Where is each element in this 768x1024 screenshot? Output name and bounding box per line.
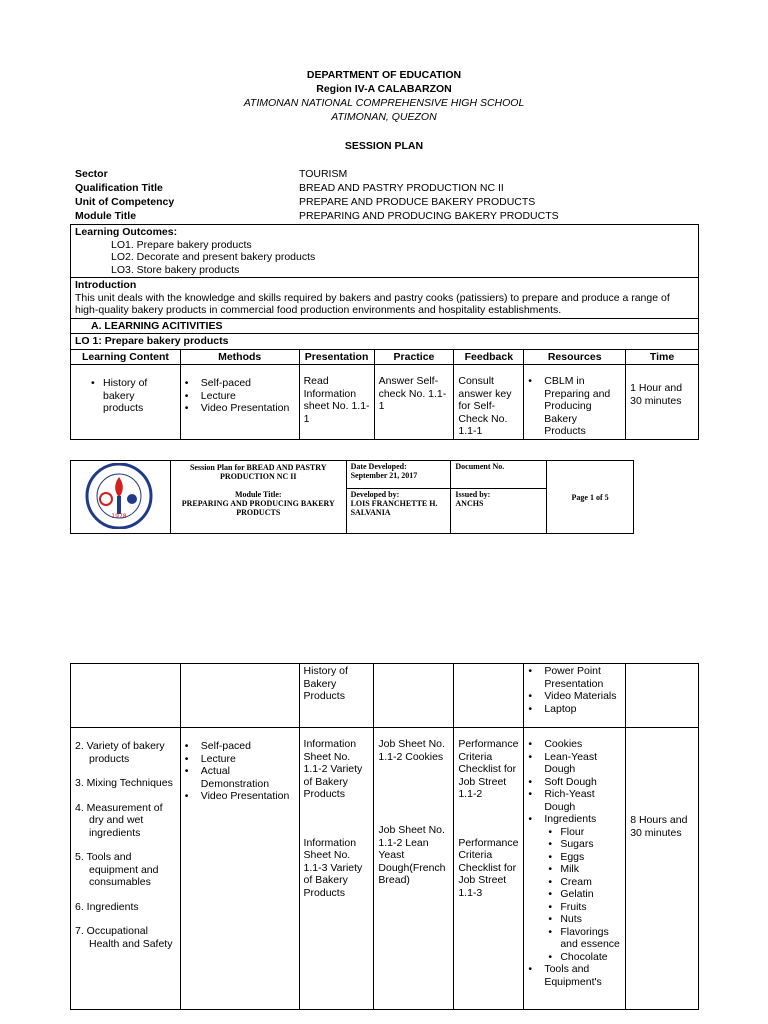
footer-issued-label: Issued by:	[455, 490, 491, 500]
footer-dev-value: LOIS FRANCHETTE H. SALVANIA	[350, 499, 438, 518]
footer-module-value: PREPARING AND PRODUCING BAKERY PRODUCTS	[181, 499, 335, 517]
footer-dev-label: Developed by:	[350, 490, 400, 500]
resource-item: • Tools and Equipment's	[526, 963, 621, 988]
col-time: Time	[626, 349, 699, 365]
resource-item: • Soft Dough	[526, 776, 621, 789]
session-plan-title: SESSION PLAN	[344, 140, 424, 152]
content-item: 6. Ingredients	[75, 900, 139, 913]
resource-item: • Lean-Yeast Dough	[526, 751, 621, 776]
content-cell	[71, 664, 181, 728]
qualification-value: BREAD AND PASTRY PRODUCTION NC II	[299, 182, 504, 194]
methods-cell	[180, 728, 299, 1010]
outcome-item: LO3. Store bakery products	[111, 263, 240, 276]
footer-issued-cell	[451, 489, 547, 534]
footer-plan-for: Session Plan for BREAD AND PASTRY PRODUCTION NC II	[189, 463, 327, 481]
content-cell	[71, 365, 181, 440]
ingredient-item: • Sugars	[548, 838, 621, 851]
sector-label: Sector	[75, 168, 108, 180]
presentation-cell	[299, 728, 374, 1010]
footer-date-value: September 21, 2017	[350, 471, 418, 480]
ingredient-item: • Gelatin	[548, 888, 621, 901]
time-cell: 8 Hours and 30 minutes	[626, 728, 699, 1010]
session-plan-table	[70, 224, 699, 440]
method-item: • Video Presentation	[183, 402, 295, 415]
content-item: 3. Mixing Techniques	[75, 777, 173, 789]
presentation-cell: Read Information sheet No. 1.1-1	[299, 365, 374, 440]
learning-outcomes-cell	[71, 225, 699, 278]
school-logo	[71, 461, 171, 534]
col-presentation: Presentation	[299, 349, 374, 365]
practice-cell: Answer Self-check No. 1.1-1	[374, 365, 454, 440]
method-item: • Self-paced	[183, 377, 295, 390]
outcome-item: LO1. Prepare bakery products	[111, 238, 252, 251]
module-label: Module Title	[75, 210, 137, 222]
content-cell	[71, 728, 181, 1010]
ingredient-item: • Milk	[548, 863, 621, 876]
footer-title-cell	[170, 461, 346, 534]
methods-cell	[180, 365, 299, 440]
header-school: ATIMONAN NATIONAL COMPREHENSIVE HIGH SCHOOL	[243, 97, 525, 109]
sector-value: TOURISM	[299, 168, 348, 180]
table-row	[71, 728, 699, 1010]
feedback-item: Performance Criteria Checklist for Job Street 1.1-3	[458, 836, 519, 899]
time-cell	[626, 664, 699, 728]
outcome-item: LO2. Decorate and present bakery products	[111, 251, 316, 263]
footer-date-cell	[346, 461, 451, 489]
practice-item: Job Sheet No. 1.1-2 Lean Yeast Dough(French Bread)	[378, 824, 446, 886]
feedback-cell	[454, 664, 524, 728]
lo1-heading: LO 1: Prepare bakery products	[71, 334, 699, 350]
content-item: • History of bakery products	[91, 377, 176, 415]
resources-cell	[524, 664, 626, 728]
introduction-text: This unit deals with the knowledge and skills required by bakers and pastry cooks (patissiers) to prepare and produce a range of high-quality bakery products in commercial food production environments and hospitality establishments.	[75, 291, 670, 316]
method-item: • Lecture	[183, 390, 295, 403]
method-item: • Self-paced	[183, 740, 295, 753]
methods-cell	[180, 664, 299, 728]
ingredient-item: • Fruits	[548, 901, 621, 914]
footer-module-label: Module Title:	[234, 490, 282, 499]
unit-value: PREPARE AND PRODUCE BAKERY PRODUCTS	[299, 196, 536, 208]
resource-item: • Ingredients • Flour • Sugars • Eggs • Milk • Cream • Gelatin • Fruits • Nuts • Flavorings and essence • Chocolate	[526, 813, 621, 963]
content-item: 2. Variety of bakery products	[75, 740, 165, 765]
col-resources: Resources	[524, 349, 626, 365]
footer-page: Page 1 of 5	[547, 461, 634, 534]
resource-item: • Rich-Yeast Dough	[526, 788, 621, 813]
header-department: DEPARTMENT OF EDUCATION	[306, 69, 462, 81]
footer-issued-value: ANCHS	[455, 499, 484, 509]
feedback-item: Performance Criteria Checklist for Job Street 1.1-2	[458, 738, 519, 800]
document-footer	[70, 460, 634, 534]
school-seal-icon	[73, 463, 165, 529]
ingredient-item: • Flavorings and essence	[548, 926, 621, 951]
presentation-item: Information Sheet No. 1.1-3 Variety of Bakery Products	[303, 836, 363, 899]
unit-label: Unit of Competency	[75, 196, 175, 208]
resource-item: • Cookies	[526, 738, 621, 751]
module-value: PREPARING AND PRODUCING BAKERY PRODUCTS	[299, 210, 559, 222]
col-practice: Practice	[374, 349, 454, 365]
resource-item: • Power Point Presentation	[526, 665, 621, 690]
time-cell: 1 Hour and 30 minutes	[626, 365, 699, 440]
col-learning-content: Learning Content	[71, 349, 181, 365]
content-item: 7. Occupational Health and Safety	[75, 925, 173, 950]
qualification-label: Qualification Title	[75, 182, 163, 194]
ingredient-item: • Nuts	[548, 913, 621, 926]
resources-cell	[524, 728, 626, 1010]
presentation-cell: History of Bakery Products	[299, 664, 374, 728]
resource-item: • CBLM in Preparing and Producing Bakery Products	[526, 375, 621, 438]
header-region: Region IV-A CALABARZON	[316, 83, 452, 95]
table-row	[71, 664, 699, 728]
learning-outcomes-heading: Learning Outcomes:	[75, 226, 178, 238]
resource-item: • Laptop	[526, 703, 621, 716]
method-item: • Actual Demonstration	[183, 765, 295, 790]
resource-item: • Video Materials	[526, 690, 621, 703]
feedback-cell: Consult answer key for Self-Check No. 1.1-1	[454, 365, 524, 440]
learning-activities-heading: A. LEARNING ACITIVITIES	[71, 318, 699, 334]
col-methods: Methods	[180, 349, 299, 365]
header-location: ATIMONAN, QUEZON	[331, 111, 437, 123]
ingredient-item: • Chocolate	[548, 951, 621, 964]
ingredient-item: • Cream	[548, 876, 621, 889]
table-row	[71, 365, 699, 440]
presentation-item: Information Sheet No. 1.1-2 Variety of Bakery Products	[303, 738, 363, 800]
practice-cell	[374, 664, 454, 728]
footer-date-label: Date Developed:	[350, 462, 407, 471]
practice-item: Job Sheet No. 1.1-2 Cookies	[378, 738, 445, 763]
col-feedback: Feedback	[454, 349, 524, 365]
method-item: • Lecture	[183, 753, 295, 766]
feedback-cell	[454, 728, 524, 1010]
resources-cell	[524, 365, 626, 440]
ingredient-item: • Eggs	[548, 851, 621, 864]
practice-cell	[374, 728, 454, 1010]
introduction-cell	[71, 278, 699, 319]
footer-doc-label: Document No.	[451, 461, 547, 489]
introduction-heading: Introduction	[75, 279, 137, 291]
method-item: • Video Presentation	[183, 790, 295, 803]
session-plan-table-continued	[70, 663, 699, 1010]
content-item: 5. Tools and equipment and consumables	[75, 851, 159, 888]
logo-year: 1978	[111, 513, 127, 520]
footer-developer-cell	[346, 489, 451, 534]
ingredient-item: • Flour	[548, 826, 621, 839]
content-item: 4. Measurement of dry and wet ingredients	[75, 801, 163, 839]
